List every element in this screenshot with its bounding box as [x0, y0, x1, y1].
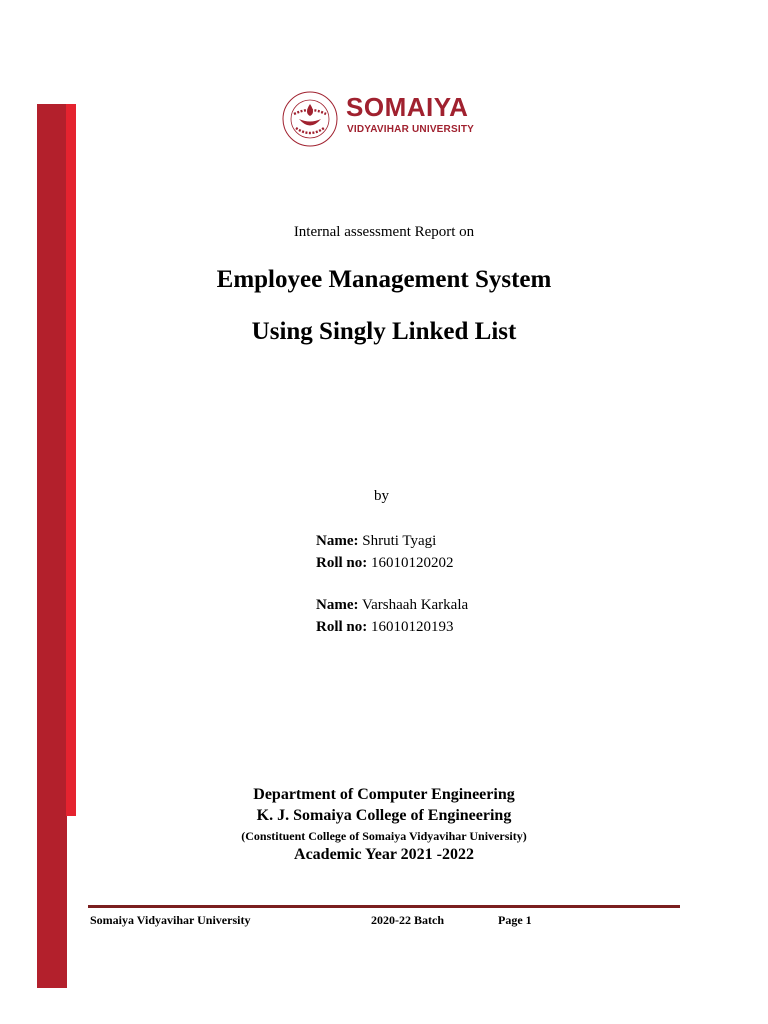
- member-roll-row: [316, 552, 454, 574]
- university-logo: [280, 88, 500, 150]
- sidebar-accent-bright: [66, 104, 76, 816]
- logo-wordmark: SOMAIYA: [346, 92, 469, 122]
- report-title-line-2: Using Singly Linked List: [251, 318, 517, 345]
- member-name-row: [316, 530, 454, 552]
- constituent-note: (Constituent College of Somaiya Vidyavihar University): [241, 829, 527, 843]
- roll-label: Roll no:: [316, 619, 368, 635]
- member-roll-row: [316, 616, 468, 638]
- member-block-2: [316, 594, 468, 638]
- name-label: Name:: [316, 597, 359, 613]
- college-name: K. J. Somaiya College of Engineering: [256, 807, 512, 824]
- member-roll: 16010120202: [371, 555, 454, 571]
- department: Department of Computer Engineering: [253, 786, 515, 803]
- member-roll: 16010120193: [371, 619, 454, 635]
- academic-year: Academic Year 2021 -2022: [294, 846, 474, 863]
- footer-page-number: Page 1: [498, 913, 532, 927]
- member-name: Varshaah Karkala: [361, 597, 469, 613]
- name-label: Name:: [316, 533, 359, 549]
- footer-divider: [88, 905, 680, 908]
- report-intro: Internal assessment Report on: [293, 224, 475, 240]
- by-label: by: [374, 488, 389, 504]
- member-name: Shruti Tyagi: [362, 533, 437, 549]
- footer-batch: 2020-22 Batch: [371, 913, 444, 927]
- member-name-row: [316, 594, 468, 616]
- roll-label: Roll no:: [316, 555, 368, 571]
- university-emblem-icon: [280, 88, 344, 150]
- report-title-line-1: Employee Management System: [216, 266, 552, 293]
- footer-university: Somaiya Vidyavihar University: [90, 913, 251, 927]
- member-block-1: [316, 530, 454, 574]
- logo-subtitle: VIDYAVIHAR UNIVERSITY: [347, 124, 475, 135]
